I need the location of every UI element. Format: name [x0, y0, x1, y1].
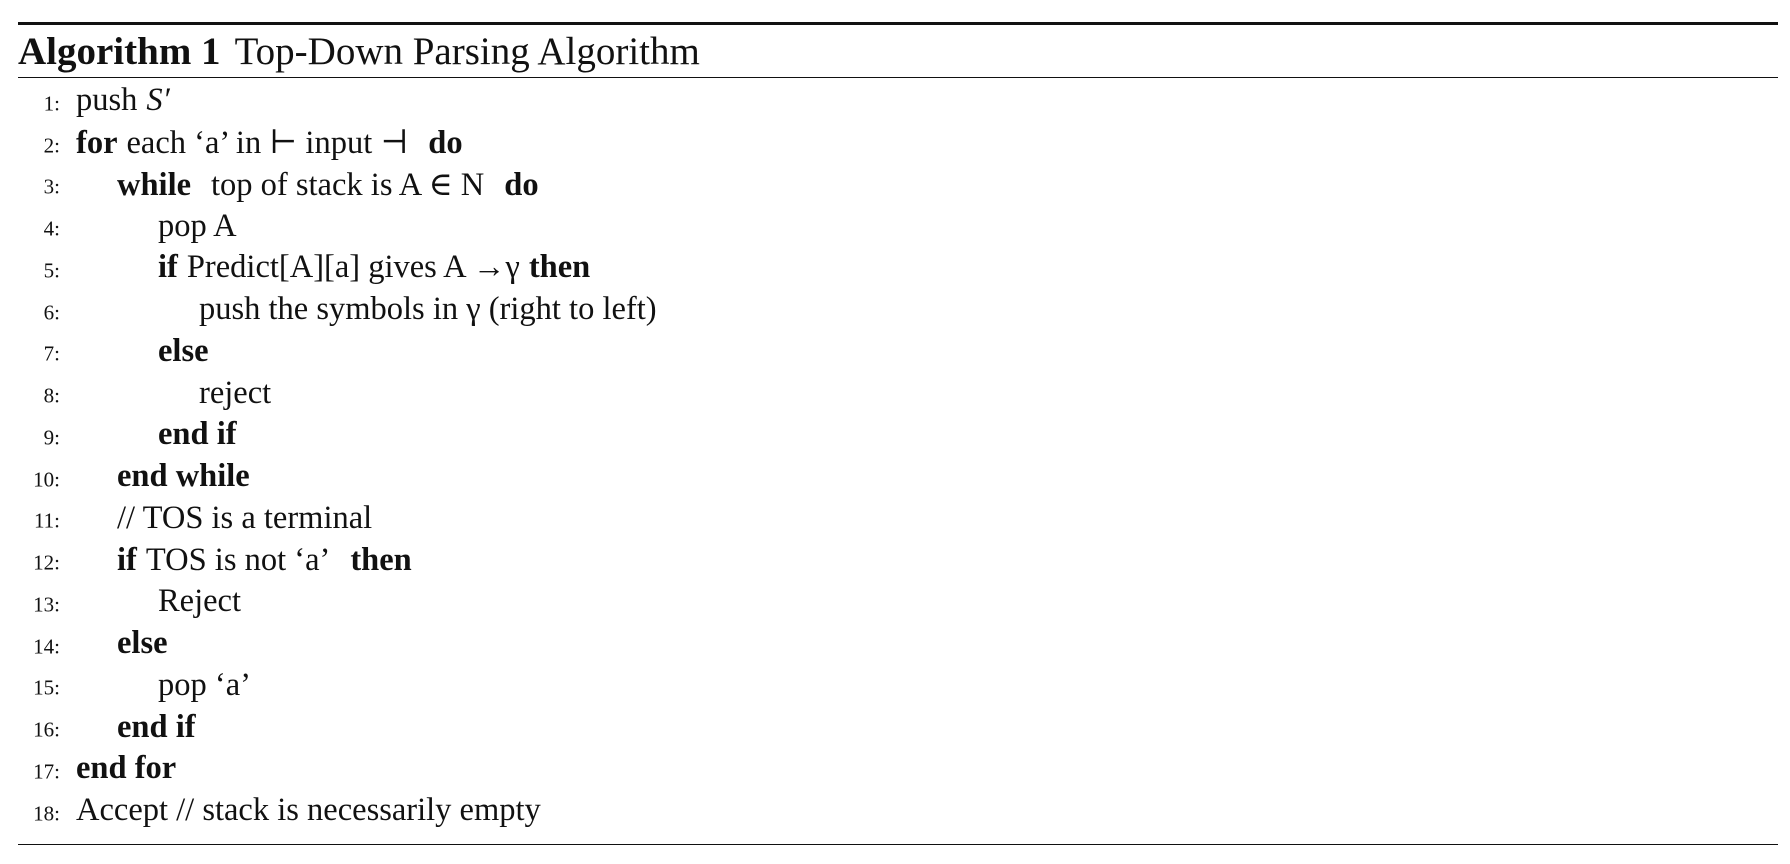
statement-text: push	[76, 82, 138, 119]
line-number: 10:	[33, 467, 60, 492]
line-content	[117, 709, 196, 746]
line-number: 7:	[43, 341, 60, 366]
line-content	[76, 792, 541, 829]
algorithm-block	[18, 22, 1778, 845]
statement-text: pop ‘a’	[158, 666, 251, 703]
keyword-end-if: end if	[117, 708, 196, 745]
statement-text: Reject	[158, 583, 242, 620]
statement-text: push the symbols in γ (right to left)	[199, 291, 657, 328]
algorithm-line	[18, 164, 1778, 206]
line-content	[117, 165, 539, 204]
line-number: 3:	[43, 174, 60, 199]
algorithm-lines	[18, 78, 1778, 832]
algorithm-label: Algorithm 1	[18, 29, 221, 73]
math-symbol: S′	[146, 82, 170, 119]
algorithm-line	[18, 372, 1778, 414]
keyword-while: while	[117, 166, 192, 203]
algorithm-line	[18, 456, 1778, 498]
line-number: 4:	[43, 216, 60, 241]
keyword-else: else	[158, 332, 209, 369]
line-number: 18:	[33, 801, 60, 826]
algorithm-line	[18, 205, 1778, 247]
keyword-do: do	[504, 166, 539, 203]
keyword-do: do	[428, 125, 463, 162]
line-number: 9:	[43, 425, 60, 450]
line-content	[158, 249, 590, 286]
algorithm-line	[18, 80, 1778, 122]
line-content	[117, 542, 412, 579]
statement-text: top of stack is A ∈ N	[211, 166, 485, 203]
line-content	[158, 667, 251, 704]
algorithm-line	[18, 665, 1778, 707]
algorithm-line	[18, 498, 1778, 540]
algorithm-line	[18, 414, 1778, 456]
keyword-for: for	[76, 125, 118, 162]
algorithm-line	[18, 623, 1778, 665]
algorithm-line	[18, 122, 1778, 164]
line-content	[199, 375, 271, 412]
keyword-then: then	[528, 249, 591, 286]
keyword-then: then	[350, 541, 412, 578]
bottom-rule	[18, 844, 1778, 845]
line-number: 12:	[33, 550, 60, 575]
keyword-end-if: end if	[158, 416, 237, 453]
statement-text: Predict[A][a] gives A →γ	[186, 249, 520, 286]
algorithm-caption	[18, 25, 1778, 77]
algorithm-line	[18, 706, 1778, 748]
line-content	[199, 291, 657, 328]
line-content	[158, 583, 241, 620]
line-number: 2:	[43, 133, 60, 158]
line-content	[117, 625, 168, 662]
line-number: 5:	[43, 258, 60, 283]
algorithm-line	[18, 790, 1778, 832]
statement-text: TOS is not ‘a’	[145, 541, 331, 578]
statement-text: pop A	[158, 207, 237, 244]
line-number: 6:	[43, 300, 60, 325]
algorithm-line	[18, 748, 1778, 790]
line-content	[76, 82, 170, 119]
line-content	[117, 500, 372, 537]
keyword-else: else	[117, 625, 168, 662]
statement-text: Accept // stack is necessarily empty	[76, 792, 541, 829]
line-number: 17:	[33, 759, 60, 784]
keyword-end-for: end for	[76, 750, 177, 787]
algorithm-line	[18, 289, 1778, 331]
line-number: 13:	[33, 592, 60, 617]
algorithm-line	[18, 539, 1778, 581]
comment-text: // TOS is a terminal	[117, 499, 373, 536]
line-number: 15:	[33, 675, 60, 700]
statement-text: reject	[199, 374, 272, 411]
line-number: 16:	[33, 717, 60, 742]
line-content	[158, 416, 237, 453]
line-content	[158, 333, 209, 370]
algorithm-line	[18, 331, 1778, 373]
line-number: 11:	[33, 508, 60, 533]
line-content	[76, 123, 463, 162]
line-number: 1:	[43, 91, 60, 116]
algorithm-title: Top-Down Parsing Algorithm	[234, 29, 700, 73]
keyword-if: if	[117, 541, 137, 578]
line-content	[117, 458, 250, 495]
line-content	[76, 750, 176, 787]
keyword-end-while: end while	[117, 458, 250, 495]
algorithm-line	[18, 247, 1778, 289]
line-content	[158, 208, 237, 245]
algorithm-line	[18, 581, 1778, 623]
statement-text: each ‘a’ in ⊢ input ⊣	[126, 125, 409, 162]
line-number: 14:	[33, 634, 60, 659]
line-number: 8:	[43, 383, 60, 408]
keyword-if: if	[158, 249, 178, 286]
